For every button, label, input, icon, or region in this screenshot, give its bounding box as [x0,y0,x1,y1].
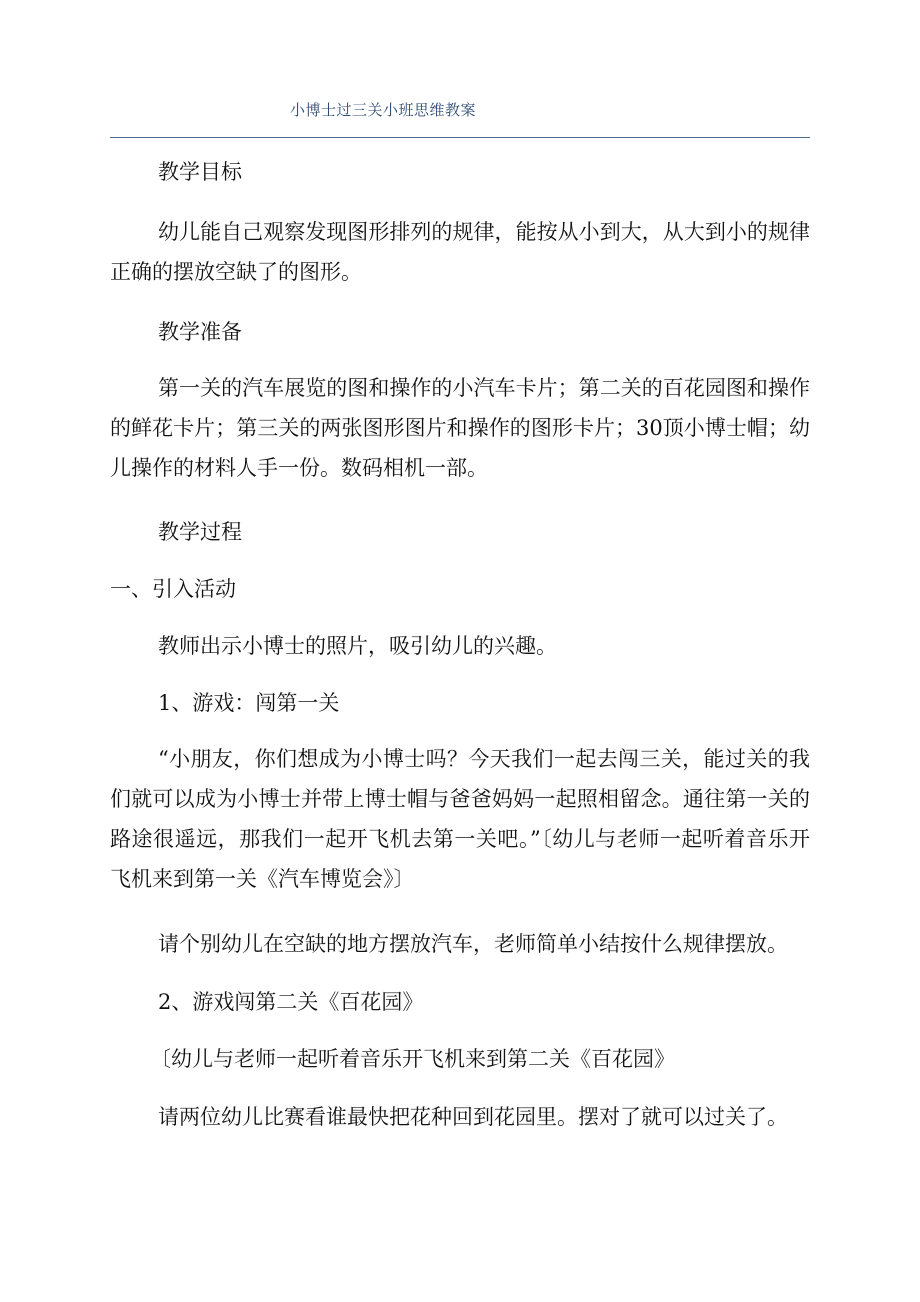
heading-teaching-preparation: 教学准备 [158,320,242,344]
paragraph-game-one: “小朋友，你们想成为小博士吗？今天我们一起去闯三关，能过关的我们就可以成为小博士并带上博士帽与爸爸妈妈一起照相留念。通往第一关的路途很遥远，那我们一起开飞机去第一关吧。”〔幼儿与老师一起听着音乐开飞机来到第一关《汽车博览会》〕 [110,747,810,891]
heading-teaching-goal: 教学目标 [158,160,242,184]
paragraph-game-one-summary: 请个别幼儿在空缺的地方摆放汽车，老师简单小结按什么规律摆放。 [158,932,788,956]
paragraph-teaching-goal: 幼儿能自己观察发现图形排列的规律，能按从小到大，从大到小的规律正确的摆放空缺了的图形。 [110,220,810,284]
document-header-title: 小博士过三关小班思维教案 [290,101,477,119]
paragraph-teaching-preparation: 第一关的汽车展览的图和操作的小汽车卡片；第二关的百花园图和操作的鲜花卡片；第三关的两张图形图片和操作的图形卡片；30顶小博士帽；幼儿操作的材料人手一份。数码相机一部。 [110,376,810,480]
section-game-two: 2、游戏闯第二关《百花园》 [158,990,424,1014]
paragraph-intro: 教师出示小博士的照片，吸引幼儿的兴趣。 [158,634,557,658]
paragraph-game-two-task: 请两位幼儿比赛看谁最快把花种回到花园里。摆对了就可以过关了。 [158,1105,788,1129]
paragraph-game-two: 〔幼儿与老师一起听着音乐开飞机来到第二关《百花园》 [150,1047,675,1071]
section-game-one: 1、游戏：闯第一关 [158,691,340,715]
header-divider [110,137,810,138]
heading-teaching-process: 教学过程 [158,520,242,544]
section-intro-activity: 一、引入活动 [110,577,236,601]
